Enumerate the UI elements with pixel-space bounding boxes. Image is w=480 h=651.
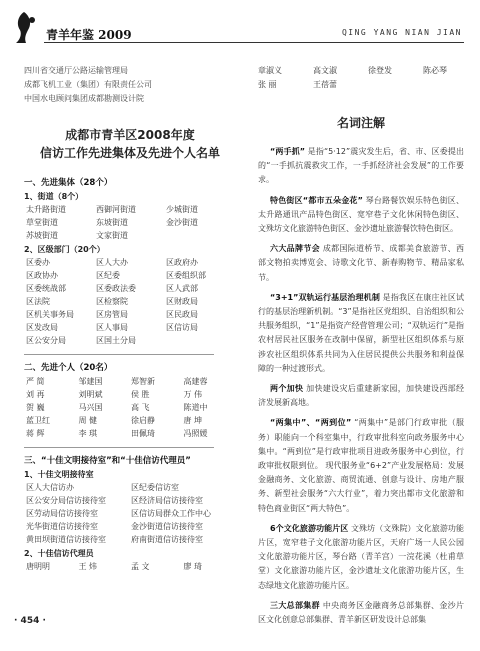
glossary-paragraph [258,291,464,376]
room-item: 府南街道信访接待室 [131,535,203,544]
section-heading: 三、“十佳文明接待室”和“十佳信访代理员” [24,456,191,466]
list-title-line1: 成都市青羊区2008年度 [65,128,195,142]
glossary-definition: “两集中”是部门行政审批（服务）职能向一个科室集中，行政审批科室向政务服务中心集中。“两到位”是行政审批项目进政务服务中心到位，行政审批权限到位。 现代服务业“6+2”产业发展格局：发展金融商务、文化旅游、商贸流通、创意与设计、房地产服务、新型社会服务“六大行业”，着力突出都市文化旅游和特色商业街区“两大特色”。 [258,418,464,513]
department-item: 区委组织部 [166,271,206,280]
glossary-paragraph [258,522,464,593]
department-item: 区民政局 [166,310,198,319]
glossary-term: 6个文化旅游功能片区 [270,523,349,533]
sub-heading: 2、区级部门（20个） [24,245,105,254]
person-item: 李 琪 [78,429,98,438]
room-item: 光华街道信访接待室 [26,522,98,531]
department-item: 区委统战部 [26,284,66,293]
person-item: 高建蓉 [183,377,208,386]
person-item: 陈道中 [183,403,208,412]
glossary-term: 三大总部集群 [270,600,320,610]
room-item: 黄田坝街道信访接待室 [26,535,106,544]
department-item: 区机关事务局 [26,310,74,319]
persons-list [26,376,236,439]
glossary-paragraph [258,242,464,285]
person-item: 马兴国 [78,403,103,412]
glossary-term: 特色街区“都市五朵金花” [270,195,363,205]
glossary-paragraph [258,416,464,515]
street-item: 苏坡街道 [26,231,58,240]
glossary-paragraph [258,382,464,410]
glossary-term: 六大品牌节会 [270,244,320,254]
glossary-term: “两手抓” [270,147,306,156]
department-item: 区国土分局 [96,336,136,345]
glossary-term: “两集中”、“两到位” [270,418,352,428]
department-item: 区房管局 [96,310,128,319]
department-item: 区委政法委 [96,284,136,293]
street-item: 文家街道 [96,231,128,240]
department-item: 区政府办 [166,258,198,267]
glossary-definition: 文殊坊（文殊院）文化旅游功能片区，宽窄巷子文化旅游功能片区，天府广场一人民公园文化旅游功能片区，琴台路（青羊宫）一浣花溪（杜甫草堂）文化旅游功能片区，金沙遗址文化旅游功能片区，生态绿地文化旅游功能片区。 [258,523,464,590]
department-item: 区政协办 [26,271,58,280]
person-item: 唐 坤 [183,416,203,425]
glossary-definition: 加快建设灾后重建新家园，加快建设西部经济发展新高地。 [258,384,464,408]
person-item: 郑智新 [131,377,155,386]
glossary-definition: 琴台路餐饮娱乐特色街区、太升路通讯产品特色街区、宽窄巷子文化休闲特色街区、文殊坊文化旅游特色街区、金沙遗址旅游餐饮特色街区。 [258,195,465,234]
glossary-paragraph [258,194,464,237]
person-item: 刘明斌 [78,390,103,399]
department-item: 区财政局 [166,297,198,306]
glossary-title: 名词注解 [336,116,385,130]
street-item: 少城街道 [166,205,198,214]
street-item: 东坡街道 [96,218,128,227]
header-right-text: QING YANG NIAN JIAN [341,28,462,37]
header-divider [44,42,464,43]
street-item: 草堂街道 [26,218,58,227]
agent-item: 廖 琦 [183,562,203,571]
glossary-term: 两个加快 [270,384,304,394]
person-item: 冯照媛 [183,429,208,438]
room-item: 区纪委信访室 [131,483,179,492]
department-item: 区公安分局 [26,336,66,345]
person-item: 田佩琦 [131,429,155,438]
glossary-definition: 成都国际道桥节、成都美食旅游节、西部文物拍卖博览会、诗歌文化节、新春购物节、精品家私节。 [258,244,465,282]
department-item: 区纪委 [96,271,120,280]
list-title-line2: 信访工作先进集体及先进个人名单 [39,146,220,160]
department-item: 区检察院 [96,297,128,306]
departments-list [26,257,236,346]
glossary-definition: 中央商务区金融商务总部集群、金沙片区文化创意总部集群、青羊新区研发设计总部集 [258,600,465,625]
glossary-definition: 是指我区在康庄社区试行的基层治理新机制。“3”是指社区党组织、自治组织和公共服务组织，“1”是指资产经营管理公司；“双轨运行”是指农村居民社区服务在改制中保留，新型社区组织体系与原涉农社区组织体系共同为入住居民提供公共服务和利益保障的一种过渡形式。 [258,292,464,373]
agent-item: 王 炜 [78,562,98,571]
department-item: 区法院 [26,297,50,306]
top-name-item: 章淑义 [258,66,282,75]
room-item: 区经济局信访接待室 [131,496,203,505]
left-column [24,64,236,572]
divider [24,354,214,355]
person-item: 刘 再 [26,390,45,399]
glossary-term: “3+1”双轨运行基层治理机制 [270,292,380,302]
intro-line: 中国水电顾问集团成都勘测设计院 [24,94,144,103]
person-item: 徐启静 [131,416,155,425]
person-item: 侯 胜 [131,390,150,399]
intro-line: 四川省交通厅公路运输管理局 [24,66,128,75]
section-heading: 一、先进集体（28个） [24,178,113,188]
right-column [258,64,464,633]
person-item: 蓝卫红 [26,416,50,425]
person-item: 蒋 辉 [26,429,45,438]
top-names [258,64,464,92]
department-item: 区人武部 [166,284,198,293]
department-item: 区发改局 [26,323,58,332]
agents-list [26,561,236,572]
street-item: 太升路街道 [26,205,66,214]
sub-heading: 2、十佳信访代理员 [24,549,94,558]
room-item: 区信访局群众工作中心 [131,509,211,518]
glossary-paragraph [258,145,464,188]
agent-item: 唐明明 [26,562,50,571]
person-item: 高 飞 [131,403,150,412]
glossary-definition: 是指“5·12”震灾发生后，省、市、区委提出的“一手抓抗震救灾工作，一手抓经济社会发展”的工作要求。 [258,147,464,185]
glossary-paragraph [258,599,464,627]
person-item: 严 简 [26,377,45,386]
department-item: 区人事局 [96,323,128,332]
divider [24,447,214,448]
agent-item: 孟 文 [131,562,150,571]
page-number: · 454 · [14,616,46,626]
room-item: 区劳动局信访接待室 [26,509,98,518]
top-name-item: 徐登发 [368,66,392,75]
header-title: 青羊年鉴 2009 [46,28,132,42]
sub-heading: 1、十佳文明接待室 [24,470,94,479]
glossary-paragraphs [258,145,464,627]
list-title [24,126,236,162]
room-item: 区人大信访办 [26,483,74,492]
page-header [0,0,480,52]
room-item: 金沙街道信访接待室 [131,522,203,531]
department-item: 区委办 [26,258,50,267]
person-item: 万 伟 [183,390,203,399]
street-item: 金沙街道 [166,218,198,227]
room-item: 区公安分局信访接待室 [26,496,106,505]
top-name-item: 张 丽 [258,80,277,89]
person-item: 邹建国 [78,377,103,386]
department-item: 区信访局 [166,323,198,332]
section-heading: 二、先进个人（20名） [24,363,113,373]
street-item: 西御河街道 [96,205,136,214]
department-item: 区人大办 [96,258,128,267]
top-name-item: 陈必琴 [423,66,447,75]
intro-line: 成都飞机工业（集团）有限责任公司 [24,80,152,89]
top-name-item: 高文淑 [313,66,337,75]
yearbook-logo-icon [12,10,42,46]
rooms-list [26,482,236,545]
streets-list [26,204,236,241]
sub-heading: 1、街道（8个） [24,192,84,201]
person-item: 贺 巍 [26,403,45,412]
person-item: 周 健 [78,416,98,425]
top-name-item: 王蓓蕾 [313,80,337,89]
